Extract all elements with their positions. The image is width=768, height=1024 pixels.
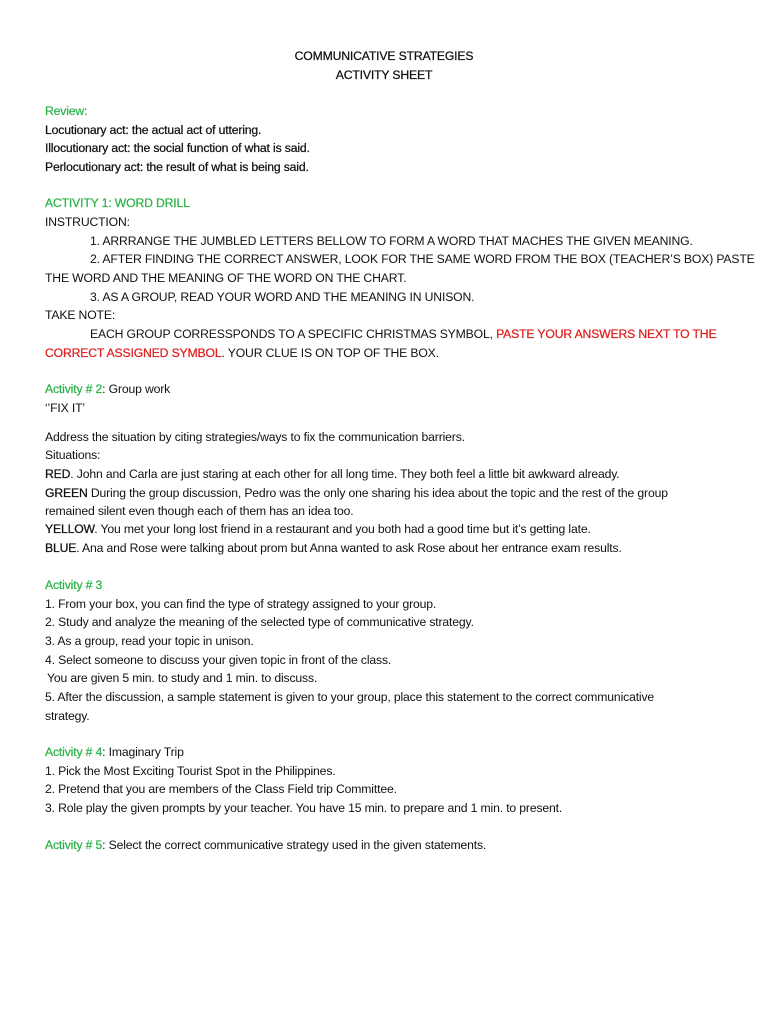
activity1-step-2b: THE WORD AND THE MEANING OF THE WORD ON THE CHART. bbox=[45, 271, 407, 285]
activity2-heading-label: Activity # 2 bbox=[45, 382, 103, 396]
activity1-step-1: 1. ARRRANGE THE JUMBLED LETTERS BELLOW TO FORM A WORD THAT MACHES THE GIVEN MEANING. bbox=[90, 234, 693, 248]
situation-red-label: RED bbox=[45, 467, 71, 481]
activity5-heading-label: Activity # 5 bbox=[45, 838, 103, 852]
activity1-note-line-1 bbox=[90, 325, 716, 343]
activity2-title: ‘’FIX IT’ bbox=[45, 401, 85, 415]
activity2-heading-rest: : Group work bbox=[102, 382, 171, 396]
activity1-note-plain: EACH GROUP CORRESSPONDS TO A SPECIFIC CHRISTMAS SYMBOL, bbox=[90, 327, 497, 341]
situation-red bbox=[45, 465, 620, 483]
activity4-heading bbox=[45, 743, 184, 761]
activity2-situations-label: Situations: bbox=[45, 448, 101, 462]
activity3-line-4-continued: You are given 5 min. to study and 1 min. to discuss. bbox=[47, 671, 318, 685]
situation-blue-label: BLUE bbox=[45, 541, 77, 555]
situation-green bbox=[45, 484, 668, 502]
situation-red-text: . John and Carla are just staring at each other for all long time. They both feel a little bit awkward already. bbox=[70, 467, 620, 481]
activity3-line-3: 3. As a group, read your topic in unison. bbox=[45, 634, 254, 648]
activity4-line-1: 1. Pick the Most Exciting Tourist Spot in the Philippines. bbox=[45, 764, 336, 778]
activity4-line-2: 2. Pretend that you are members of the Class Field trip Committee. bbox=[45, 782, 397, 796]
activity1-step-3: 3. AS A GROUP, READ YOUR WORD AND THE MEANING IN UNISON. bbox=[90, 290, 475, 304]
situation-green-label: GREEN bbox=[45, 486, 88, 500]
activity2-intro: Address the situation by citing strategies/ways to fix the communication barriers. bbox=[45, 430, 465, 444]
review-line-illocutionary: Illocutionary act: the social function of what is said. bbox=[45, 141, 310, 155]
situation-blue bbox=[45, 539, 622, 557]
activity4-line-3: 3. Role play the given prompts by your teacher. You have 15 min. to prepare and 1 min. to present. bbox=[45, 801, 563, 815]
activity4-heading-rest: : Imaginary Trip bbox=[102, 745, 184, 759]
review-heading: Review: bbox=[45, 104, 88, 118]
activity1-note-highlight-2: CORRECT ASSIGNED SYMBOL bbox=[45, 346, 222, 360]
activity3-line-5: 5. After the discussion, a sample statement is given to your group, place this statement to the correct communicative bbox=[45, 690, 655, 704]
review-line-perlocutionary: Perlocutionary act: the result of what is being said. bbox=[45, 160, 309, 174]
activity3-line-5-continued: strategy. bbox=[45, 709, 90, 723]
document-title: COMMUNICATIVE STRATEGIES bbox=[294, 49, 474, 63]
document-subtitle: ACTIVITY SHEET bbox=[335, 68, 433, 82]
activity4-heading-label: Activity # 4 bbox=[45, 745, 103, 759]
situation-yellow bbox=[45, 520, 591, 538]
review-line-locutionary: Locutionary act: the actual act of uttering. bbox=[45, 123, 262, 137]
activity1-note-clue: . YOUR CLUE IS ON TOP OF THE BOX. bbox=[221, 346, 439, 360]
activity1-heading: ACTIVITY 1: WORD DRILL bbox=[45, 196, 190, 210]
activity5-heading-rest: : Select the correct communicative strategy used in the given statements. bbox=[102, 838, 487, 852]
situation-yellow-text: . You met your long lost friend in a restaurant and you both had a good time but it’s getting late. bbox=[94, 522, 591, 536]
activity3-heading: Activity # 3 bbox=[45, 578, 103, 592]
activity1-note-highlight: PASTE YOUR ANSWERS NEXT TO THE bbox=[496, 327, 717, 341]
activity1-take-note-label: TAKE NOTE: bbox=[45, 308, 116, 322]
activity2-heading bbox=[45, 380, 170, 398]
activity3-line-1: 1. From your box, you can find the type of strategy assigned to your group. bbox=[45, 597, 437, 611]
activity5-heading bbox=[45, 836, 486, 854]
activity3-line-4: 4. Select someone to discuss your given topic in front of the class. bbox=[45, 653, 392, 667]
activity3-line-2: 2. Study and analyze the meaning of the selected type of communicative strategy. bbox=[45, 615, 474, 629]
activity1-step-2a: 2. AFTER FINDING THE CORRECT ANSWER, LOOK FOR THE SAME WORD FROM THE BOX (TEACHER’S BOX) PASTE bbox=[90, 252, 755, 266]
situation-yellow-label: YELLOW bbox=[45, 522, 95, 536]
activity1-note-line-2 bbox=[45, 344, 439, 362]
activity1-instruction-label: INSTRUCTION: bbox=[45, 215, 130, 229]
situation-green-text: During the group discussion, Pedro was the only one sharing his idea about the topic and the rest of the group bbox=[87, 486, 668, 500]
situation-green-continued: remained silent even though each of them has an idea too. bbox=[45, 504, 354, 518]
situation-blue-text: . Ana and Rose were talking about prom but Anna wanted to ask Rose about her entrance exam results. bbox=[76, 541, 622, 555]
